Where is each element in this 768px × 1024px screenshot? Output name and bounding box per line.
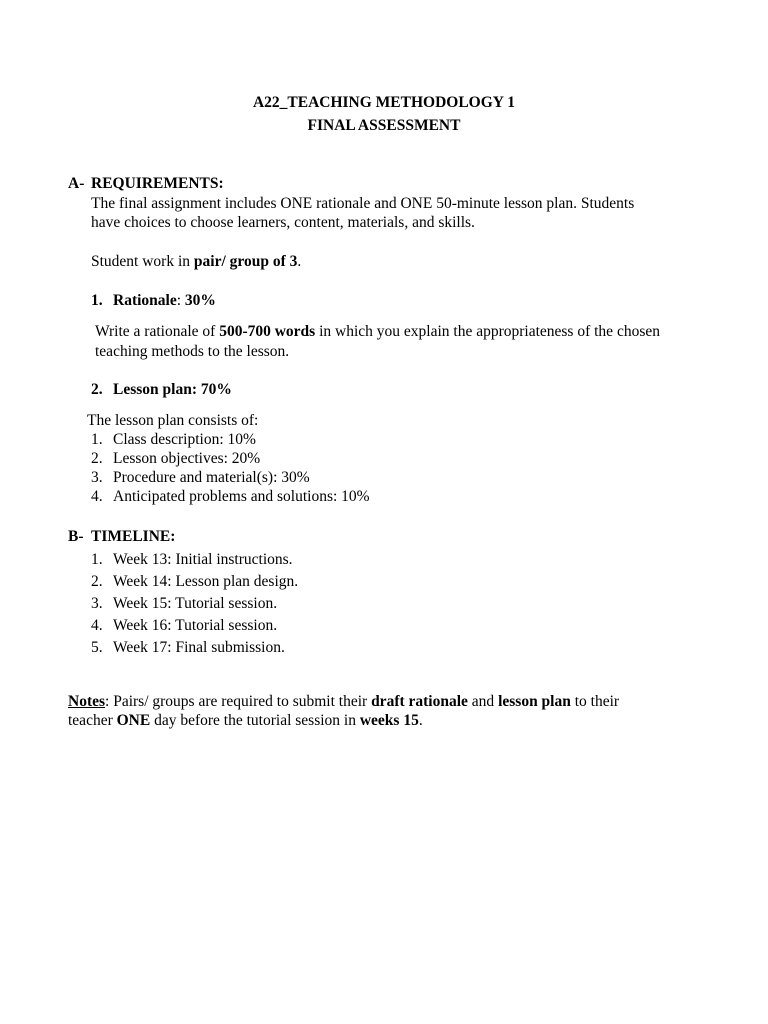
notes-line2: teacher ONE day before the tutorial session in weeks 15. bbox=[68, 712, 423, 729]
lesson-plan-consists: The lesson plan consists of: bbox=[87, 412, 259, 429]
list-item: 3. Week 15: Tutorial session. bbox=[91, 595, 278, 612]
student-work-line: Student work in pair/ group of 3. bbox=[91, 253, 302, 270]
section-a-heading bbox=[68, 174, 224, 194]
rationale-heading: 1. Rationale: 30% bbox=[91, 292, 216, 309]
section-b-title: TIMELINE: bbox=[91, 528, 176, 545]
section-a-marker: A- bbox=[68, 175, 85, 192]
requirements-intro-line2: have choices to choose learners, content, materials, and skills. bbox=[91, 214, 475, 231]
list-item: 1. Class description: 10% bbox=[91, 431, 256, 448]
rationale-number: 1. bbox=[91, 292, 103, 309]
list-item: 2. Lesson objectives: 20% bbox=[91, 450, 261, 467]
list-item: 4. Anticipated problems and solutions: 10% bbox=[91, 488, 370, 505]
rationale-desc-line1: Write a rationale of 500-700 words in which you explain the appropriateness of the chosen bbox=[95, 323, 660, 340]
lesson-plan-title: Lesson plan: 70% bbox=[113, 381, 232, 398]
section-b-heading bbox=[68, 527, 176, 547]
list-item: 5. Week 17: Final submission. bbox=[91, 639, 285, 656]
document-title: A22_TEACHING METHODOLOGY 1 bbox=[252, 94, 516, 111]
list-item: 1. Week 13: Initial instructions. bbox=[91, 551, 293, 568]
notes-line1: Notes: Pairs/ groups are required to submit their draft rationale and lesson plan to their bbox=[68, 693, 620, 710]
lesson-plan-number: 2. bbox=[91, 381, 103, 398]
requirements-intro-line1: The final assignment includes ONE rationale and ONE 50-minute lesson plan. Students bbox=[91, 195, 635, 212]
list-item: 3. Procedure and material(s): 30% bbox=[91, 469, 310, 486]
document-subtitle: FINAL ASSESSMENT bbox=[307, 117, 461, 134]
section-a-title: REQUIREMENTS: bbox=[91, 175, 224, 192]
list-item: 2. Week 14: Lesson plan design. bbox=[91, 573, 299, 590]
rationale-desc-line2: teaching methods to the lesson. bbox=[95, 343, 290, 360]
list-item: 4. Week 16: Tutorial session. bbox=[91, 617, 278, 634]
lesson-plan-heading bbox=[91, 380, 232, 400]
section-b-marker: B- bbox=[68, 528, 84, 545]
notes-label: Notes bbox=[68, 693, 106, 710]
